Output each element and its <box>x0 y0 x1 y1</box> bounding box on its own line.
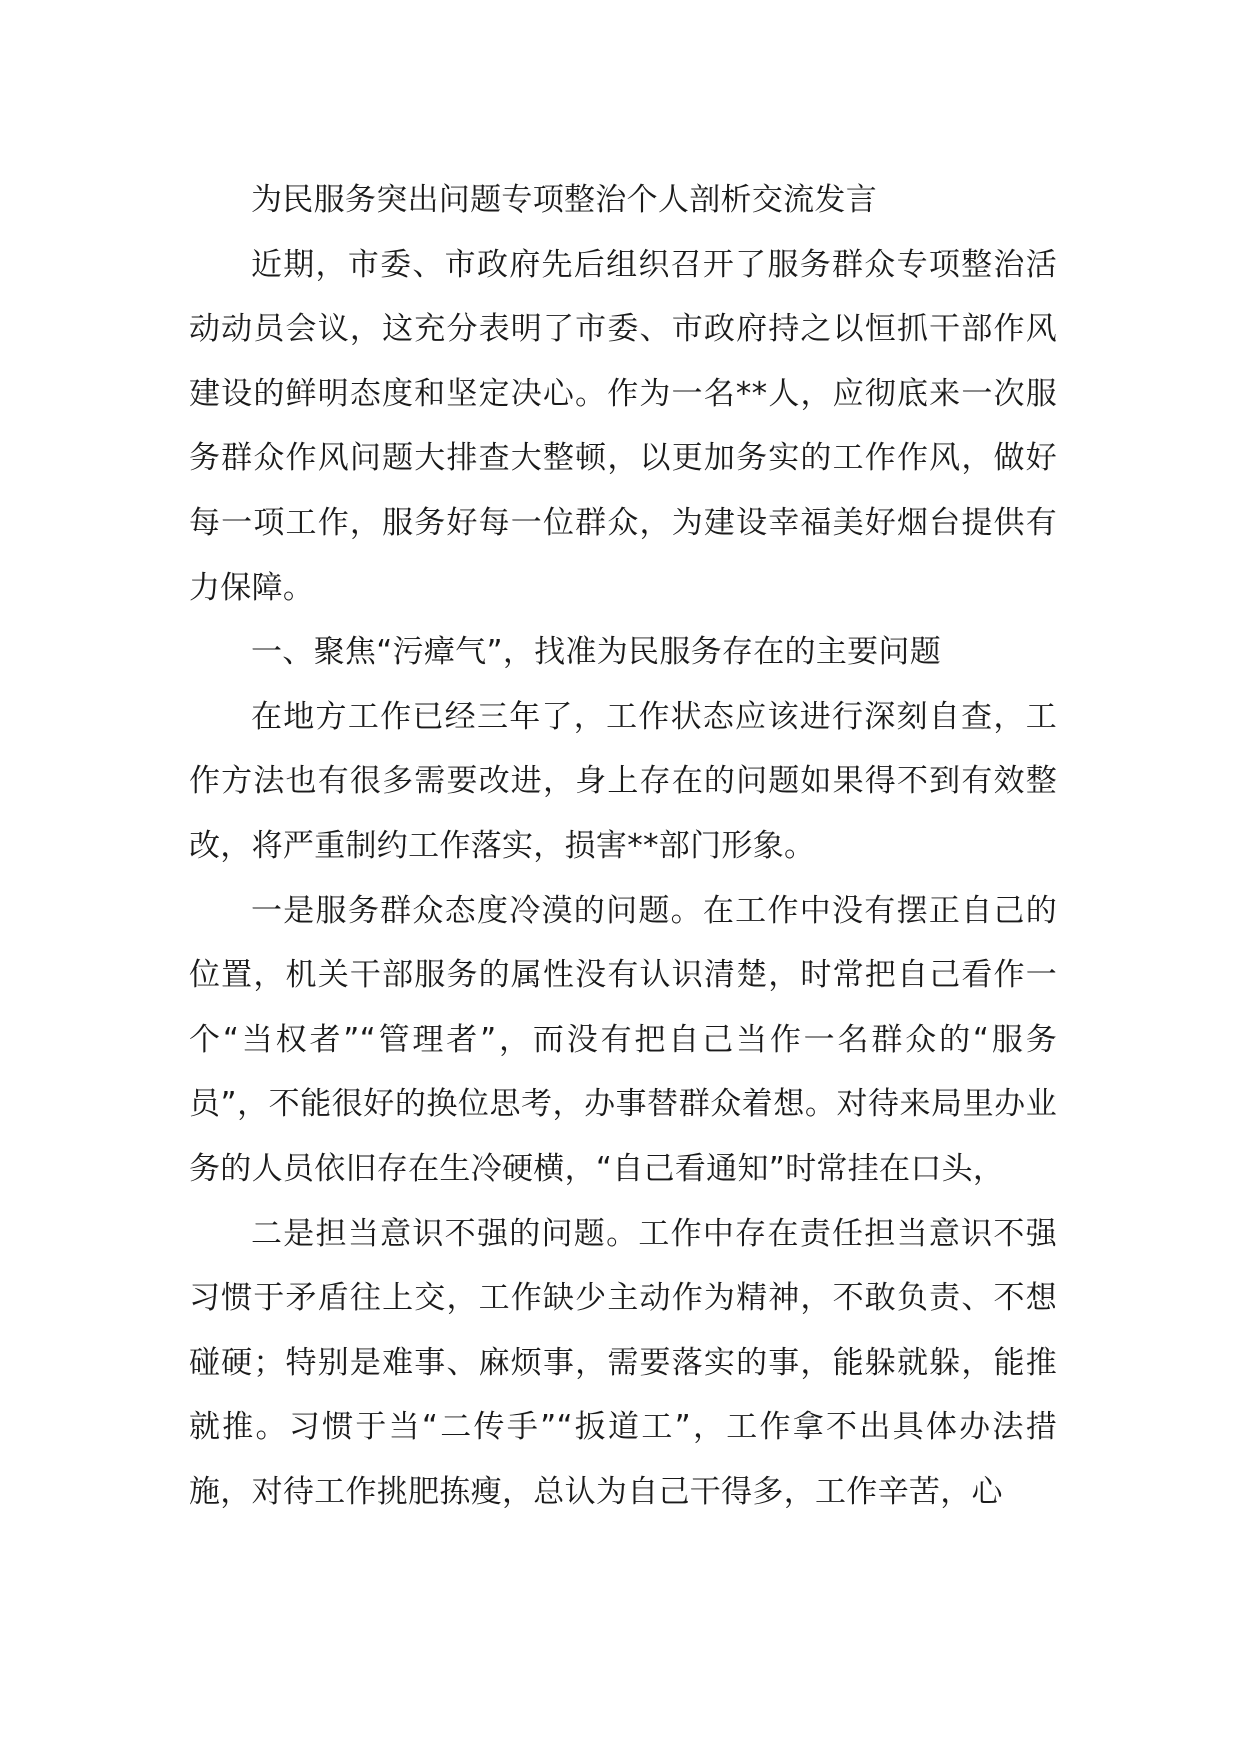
paragraph-intro: 近期，市委、市政府先后组织召开了服务群众专项整治活动动员会议，这充分表明了市委、市政府持之以恒抓干部作风建设的鲜明态度和坚定决心。作为一名**人，应彻底来一次服务群众作风问题大排查大整顿，以更加务实的工作作风，做好每一项工作，服务好每一位群众，为建设幸福美好烟台提供有力保障。 <box>189 246 1057 606</box>
paragraph-self-review: 在地方工作已经三年了，工作状态应该进行深刻自查，工作方法也有很多需要改进，身上存在的问题如果得不到有效整改，将严重制约工作落实，损害**部门形象。 <box>189 698 1057 864</box>
paragraph-problem-2: 二是担当意识不强的问题。工作中存在责任担当意识不强习惯于矛盾往上交，工作缺少主动作为精神，不敢负责、不想碰硬；特别是难事、麻烦事，需要落实的事，能躲就躲，能推就推。习惯于当“二传手”“扳道工”，工作拿不出具体办法措施，对待工作挑肥拣瘦，总认为自己干得多，工作辛苦，心 <box>189 1215 1057 1510</box>
paragraph-problem-1: 一是服务群众态度冷漠的问题。在工作中没有摆正自己的位置，机关干部服务的属性没有认识清楚，时常把自己看作一个“当权者”“管理者”，而没有把自己当作一名群众的“服务员”，不能很好的换位思考，办事替群众着想。对待来局里办业务的人员依旧存在生冷硬横，“自己看通知”时常挂在口头， <box>189 892 1057 1187</box>
section-heading-1: 一、聚焦“污瘴气”，找准为民服务存在的主要问题 <box>251 634 942 671</box>
document-title: 为民服务突出问题专项整治个人剖析交流发言 <box>251 182 877 218</box>
document-body <box>189 168 1057 1524</box>
